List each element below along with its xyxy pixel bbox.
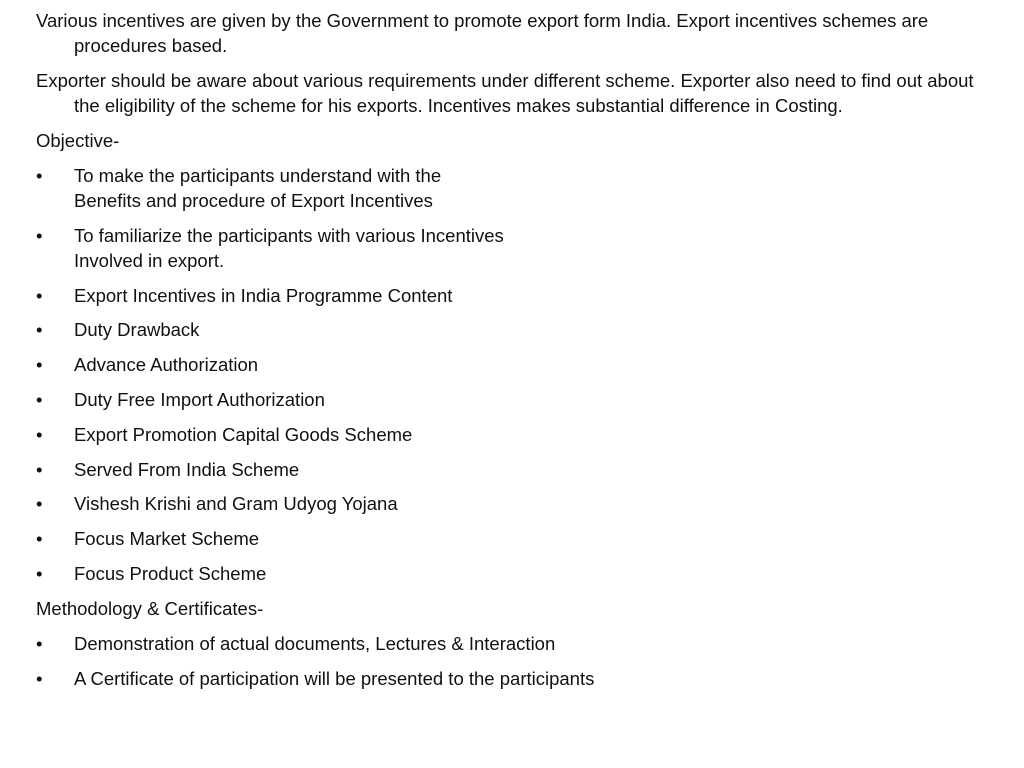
objective-item-line-1: To make the participants understand with the <box>74 165 442 186</box>
objective-item-text: Focus Product Scheme <box>74 562 267 584</box>
objective-item-text: Served From India Scheme <box>74 458 300 480</box>
methodology-list <box>36 631 996 691</box>
objective-item <box>36 352 996 377</box>
methodology-item-text: Demonstration of actual documents, Lectures & Interaction <box>74 632 556 654</box>
objective-item-text: Duty Free Import Authorization <box>74 388 325 410</box>
bullet-icon: • <box>36 528 43 550</box>
bullet-icon: • <box>36 632 43 654</box>
objective-list <box>36 163 996 586</box>
bullet-icon: • <box>36 493 43 515</box>
objective-item <box>36 526 996 551</box>
objective-item-text: Duty Drawback <box>74 319 200 341</box>
objective-item-text: Focus Market Scheme <box>74 528 260 550</box>
bullet-icon: • <box>36 458 43 480</box>
objective-item-text: Advance Authorization <box>74 354 259 376</box>
objective-item <box>36 163 996 213</box>
intro-paragraph-1: Various incentives are given by the Government to promote export form India. Export incentives schemes are procedures based. <box>36 10 929 56</box>
objective-item-line-2: Benefits and procedure of Export Incentives <box>74 190 433 211</box>
bullet-icon: • <box>36 319 43 341</box>
objective-item <box>36 223 996 273</box>
bullet-icon: • <box>36 224 43 246</box>
objective-heading: Objective- <box>36 130 120 151</box>
bullet-icon: • <box>36 562 43 584</box>
methodology-item-text: A Certificate of participation will be presented to the participants <box>74 667 595 689</box>
objective-item-line-1: To familiarize the participants with various Incentives <box>74 224 504 246</box>
bullet-icon: • <box>36 354 43 376</box>
objective-item-text: Export Promotion Capital Goods Scheme <box>74 423 413 445</box>
bullet-icon: • <box>36 667 43 689</box>
methodology-item <box>36 631 996 656</box>
methodology-item <box>36 666 996 691</box>
bullet-icon: • <box>36 423 43 445</box>
objective-item <box>36 283 996 308</box>
objective-item <box>36 317 996 342</box>
objective-item <box>36 561 996 586</box>
objective-item-text: Vishesh Krishi and Gram Udyog Yojana <box>74 493 398 515</box>
bullet-icon: • <box>36 165 43 186</box>
objective-item <box>36 491 996 516</box>
objective-item <box>36 457 996 482</box>
objective-item-line-2: Involved in export. <box>74 249 225 271</box>
objective-item <box>36 387 996 412</box>
bullet-icon: • <box>36 284 43 306</box>
document-page <box>36 8 996 700</box>
objective-item-text: Export Incentives in India Programme Content <box>74 284 453 306</box>
intro-paragraph-2: Exporter should be aware about various requirements under different scheme. Exporter also need to find out about the eligibility of the scheme for his exports. Incentives makes substantial difference in Costing. <box>36 70 974 116</box>
bullet-icon: • <box>36 388 43 410</box>
methodology-heading: Methodology & Certificates- <box>36 597 264 619</box>
objective-item <box>36 422 996 447</box>
